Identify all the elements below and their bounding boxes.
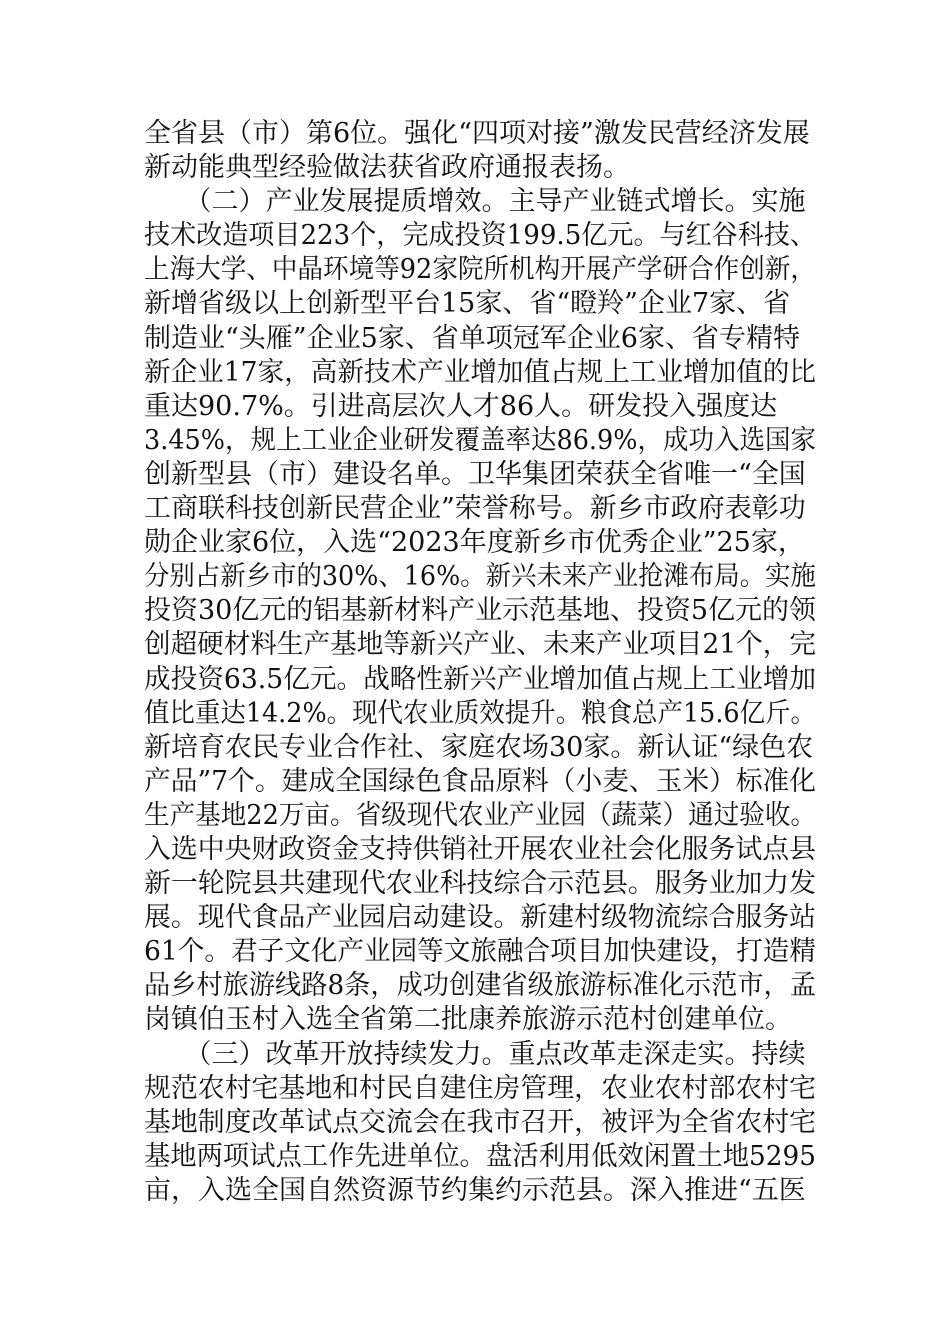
text-line: 新培育农民专业合作社、家庭农场30家。新认证“绿色农 [144, 731, 814, 763]
text-line: 入选中央财政资金支持供销社开展农业社会化服务试点县 [144, 833, 817, 865]
text-line: 新企业17家，高新技术产业增加值占规上工业增加值的比 [144, 356, 816, 388]
text-line: 工商联科技创新民营企业”荣誉称号。新乡市政府表彰功 [144, 493, 806, 525]
text-line: 成投资63.5亿元。战略性新兴产业增加值占规上工业增加 [144, 663, 816, 695]
text-line: 展。现代食品产业园启动建设。新建村级物流综合服务站 [144, 902, 817, 934]
text-line: 重达90.7%。引进高层次人才86人。研发投入强度达 [144, 390, 778, 422]
text-line: 岗镇伯玉村入选全省第二批康养旅游示范村创建单位。 [144, 1004, 792, 1036]
text-line: 全省县（市）第6位。强化“四项对接”激发民营经济发展 [144, 118, 810, 149]
text-line: 创新型县（市）建设名单。卫华集团荣获全省唯一“全国 [144, 458, 806, 490]
text-line: 创超硬材料生产基地等新兴产业、未来产业项目21个，完 [144, 629, 816, 661]
text-line: 生产基地22万亩。省级现代农业产业园（蔬菜）通过验收。 [144, 799, 816, 831]
text-line: （二）产业发展提质增效。主导产业链式增长。实施 [144, 186, 806, 218]
text-line: 勋企业家6位，入选“2023年度新乡市优秀企业”25家， [144, 527, 805, 559]
text-line: 基地两项试点工作先进单位。盘活利用低效闲置土地5295 [144, 1140, 816, 1172]
text-line: 61个。君子文化产业园等文旅融合项目加快建设，打造精 [144, 936, 816, 968]
text-line: 上海大学、中晶环境等92家院所机构开展产学研合作创新， [144, 254, 816, 286]
text-line: 产品”7个。建成全国绿色食品原料（小麦、玉米）标准化 [144, 765, 816, 797]
text-line: 品乡村旅游线路8条，成功创建省级旅游标准化示范市，孟 [144, 970, 816, 1002]
text-line: 技术改造项目223个，完成投资199.5亿元。与红谷科技、 [144, 220, 816, 252]
text-line: （三）改革开放持续发力。重点改革走深走实。持续 [144, 1038, 806, 1070]
text-line: 新动能典型经验做法获省政府通报表扬。 [144, 152, 630, 184]
text-line: 制造业“头雁”企业5家、省单项冠军企业6家、省专精特 [144, 322, 800, 354]
text-line: 3.45%，规上工业企业研发覆盖率达86.9%，成功入选国家 [144, 424, 816, 456]
text-line: 值比重达14.2%。现代农业质效提升。粮食总产15.6亿斤。 [144, 697, 816, 729]
body-text [144, 117, 816, 1208]
text-line: 亩，入选全国自然资源节约集约示范县。深入推进“五医 [144, 1174, 806, 1206]
text-line: 新增省级以上创新型平台15家、省“瞪羚”企业7家、省 [144, 288, 791, 320]
text-line: 分别占新乡市的30%、16%。新兴未来产业抢滩布局。实施 [144, 561, 816, 593]
text-line: 规范农村宅基地和村民自建住房管理，农业农村部农村宅 [144, 1072, 817, 1104]
text-line: 投资30亿元的铝基新材料产业示范基地、投资5亿元的领 [144, 595, 817, 627]
text-line: 新一轮院县共建现代农业科技综合示范县。服务业加力发 [144, 868, 817, 900]
text-line: 基地制度改革试点交流会在我市召开，被评为全省农村宅 [144, 1106, 817, 1138]
